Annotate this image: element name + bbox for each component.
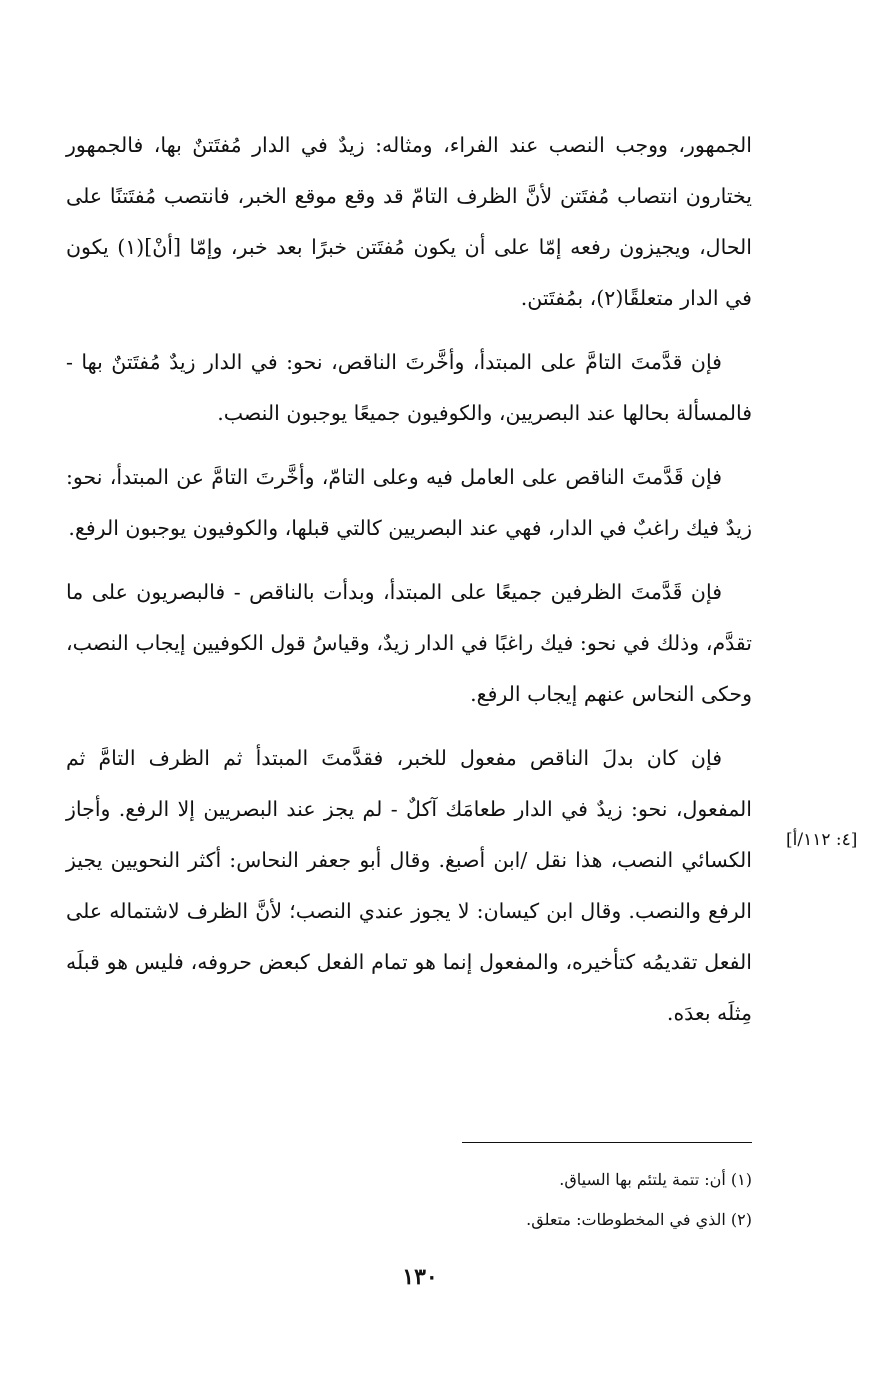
- paragraph-5: فإن كان بدلَ الناقص مفعول للخبر، فقدَّمتَ المبتدأ ثم الظرف التامَّ ثم المفعول، نحو: زيدٌ في الدار طعامَك آكلٌ - لم يجز عند البصريين إلا الرفع. وأجاز الكسائي النصب، هذا نقل /ابن أصبغ. وقال أبو جعفر النحاس: أكثر النحويين يجيز الرفع والنصب. وقال ابن كيسان: لا يجوز عندي النصب؛ لأنَّ الظرف لاشتماله على الفعل تقديمُه كتأخيره، والمفعول إنما هو تمام الفعل كبعض حروفه، فليس هو قبلَه مِثلَه بعدَه.: [66, 746, 752, 1025]
- paragraph-2: فإن قدَّمتَ التامَّ على المبتدأ، وأخَّرتَ الناقص، نحو: في الدار زيدٌ مُفتَتنٌ بها - فالمسألة بحالها عند البصريين، والكوفيون جميعًا يوجبون النصب.: [66, 350, 752, 425]
- paragraph-1: الجمهور، ووجب النصب عند الفراء، ومثاله: زيدٌ في الدار مُفتَتنٌ بها، فالجمهور يختارون انتصاب مُفتَتن لأنَّ الظرف التامّ قد وقع موقع الخبر، فانتصب مُفتَتنًا على الحال، ويجيزون رفعه إمّا على أن يكون مُفتَتن خبرًا بعد خبر، وإمّا [أنْ](١) يكون في الدار متعلقًا(٢)، بمُفتَتن.: [66, 133, 753, 310]
- paragraph-3: فإن قَدَّمتَ الناقص على العامل فيه وعلى التامّ، وأخَّرتَ التامَّ عن المبتدأ، نحو: زيدٌ فيك راغبٌ في الدار، فهي عند البصريين كالتي قبلها، والكوفيون يوجبون الرفع.: [66, 465, 752, 540]
- manuscript-folio-note: [٤: ١١٢/أ]: [786, 830, 858, 850]
- main-text: [66, 120, 752, 1052]
- footnotes: [300, 1160, 752, 1240]
- footnote-1: (١) أن: تتمة يلتئم بها السياق.: [559, 1170, 752, 1189]
- footnote-2: (٢) الذي في المخطوطات: متعلق.: [526, 1210, 752, 1229]
- page-number: ١٣٠: [402, 1264, 438, 1290]
- paragraph-4: فإن قَدَّمتَ الظرفين جميعًا على المبتدأ، وبدأت بالناقص - فالبصريون على ما تقدَّم، وذلك في نحو: فيك راغبًا في الدار زيدٌ، وقياسُ قول الكوفيين إيجاب النصب، وحكى النحاس عنهم إيجاب الرفع.: [66, 580, 752, 706]
- footnote-divider: [462, 1142, 752, 1143]
